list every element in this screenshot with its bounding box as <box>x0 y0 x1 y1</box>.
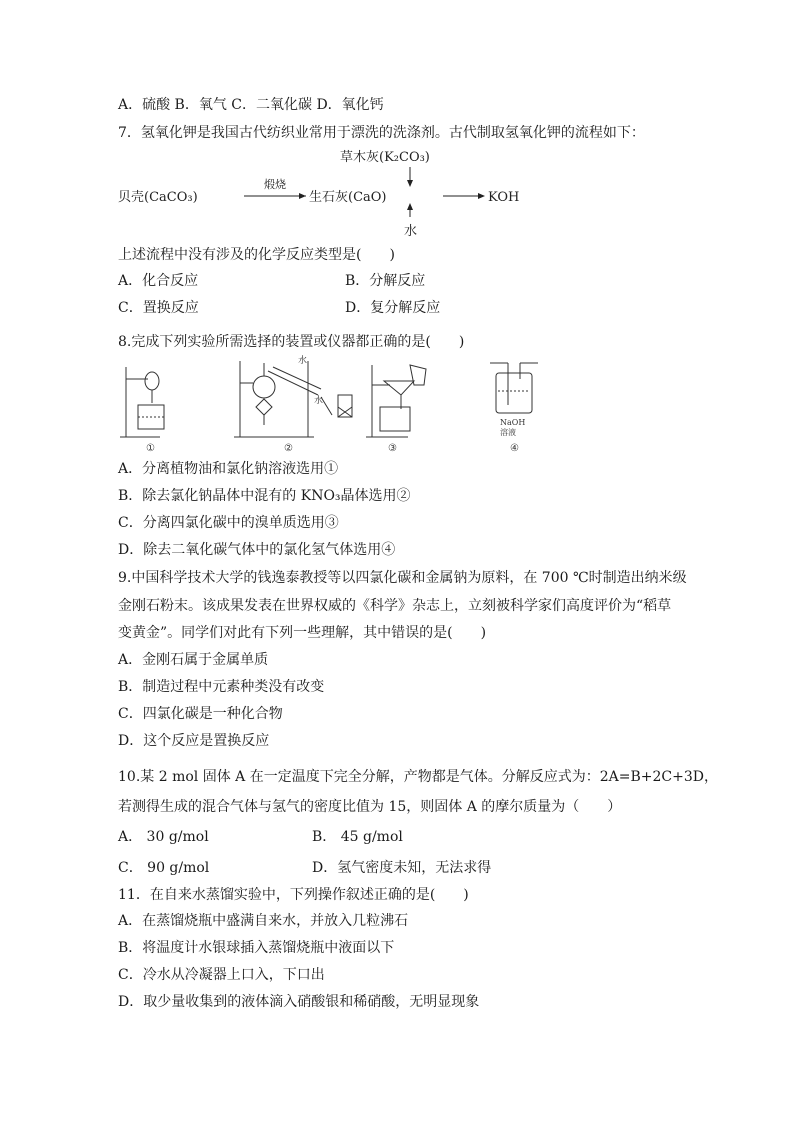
apparatus-2-label: ② <box>284 443 293 454</box>
flow-ash: 草木灰(K₂CO₃) <box>340 150 430 165</box>
koh-flow-diagram <box>118 145 558 240</box>
q11-stem: 11．在自来水蒸馏实验中，下列操作叙述正确的是( ) <box>118 887 469 903</box>
flow-arrow-ash-head <box>407 180 413 187</box>
q10-option-b: B． 45 g/mol <box>312 829 403 845</box>
q8-option-d: D．除去二氧化碳气体中的氯化氢气体选用④ <box>118 542 396 558</box>
q11-option-a: A．在蒸馏烧瓶中盛满自来水，并放入几粒沸石 <box>118 913 409 929</box>
q8-option-a: A．分离植物油和氯化钠溶液选用① <box>118 461 339 477</box>
apparatus-4-gas-washing-bottle <box>490 363 538 413</box>
flow-arrow-1-head <box>299 193 306 199</box>
q8-option-b: B．除去氯化钠晶体中混有的 KNO₃晶体选用② <box>118 488 411 504</box>
apparatus-3-label: ③ <box>388 443 397 454</box>
q10-line-1: 10.某 2 mol 固体 A 在一定温度下完全分解，产物都是气体。分解反应式为：2A=B+2C+3D， <box>118 769 718 785</box>
q9-line-3: 变黄金”。同学们对此有下列一些理解，其中错误的是( ) <box>118 625 487 641</box>
flow-arrow-water-head <box>407 203 413 210</box>
q10-option-a: A． 30 g/mol <box>118 829 209 845</box>
q11-option-b: B．将温度计水银球插入蒸馏烧瓶中液面以下 <box>118 940 395 956</box>
q9-option-a: A．金刚石属于金属单质 <box>118 652 269 668</box>
q7-option-c: C．置换反应 <box>118 300 199 316</box>
apparatus-1-label: ① <box>146 443 155 454</box>
q10-option-c: C． 90 g/mol <box>118 860 210 876</box>
q10-option-d: D．氢气密度未知，无法求得 <box>312 860 492 876</box>
q8-option-c: C．分离四氯化碳中的溴单质选用③ <box>118 515 339 531</box>
flow-water: 水 <box>404 224 418 239</box>
q6-options: A．硫酸 B．氧气 C．二氧化碳 D．氧化钙 <box>118 97 384 113</box>
q9-option-c: C．四氯化碳是一种化合物 <box>118 706 283 722</box>
q11-option-d: D．取少量收集到的液体滴入硝酸银和稀硝酸，无明显现象 <box>118 994 480 1010</box>
flow-arrow-2-head <box>478 193 485 199</box>
flow-lime: 生石灰(CaO) <box>309 190 387 205</box>
q7-option-d: D．复分解反应 <box>345 300 441 316</box>
apparatus-4-naoh: NaOH <box>500 418 526 427</box>
q7-option-b: B．分解反应 <box>345 273 426 289</box>
flow-shell: 贝壳(CaCO₃) <box>118 190 198 205</box>
apparatus-1-separatory-funnel <box>120 367 164 437</box>
flow-calcine: 煅烧 <box>264 178 286 191</box>
q8-stem: 8.完成下列实验所需选择的装置或仪器都正确的是( ) <box>118 334 465 350</box>
flow-product: KOH <box>488 190 520 205</box>
q9-option-d: D．这个反应是置换反应 <box>118 733 270 749</box>
q7-option-a: A．化合反应 <box>118 273 199 289</box>
apparatus-4-solution: 溶液 <box>500 428 516 437</box>
q7-stem: 7．氢氧化钾是我国古代纺织业常用于漂洗的洗涤剂。古代制取氢氧化钾的流程如下： <box>118 125 645 141</box>
apparatus-2-water-in: 水 <box>298 356 308 366</box>
apparatus-2-distillation <box>234 361 352 437</box>
apparatus-3-filtration <box>366 365 426 437</box>
apparatus-figure <box>118 355 538 455</box>
q11-option-c: C．冷水从冷凝器上口入，下口出 <box>118 967 325 983</box>
q9-line-1: 9.中国科学技术大学的钱逸泰教授等以四氯化碳和金属钠为原料，在 700 ℃时制造出纳米级 <box>118 570 687 586</box>
apparatus-4-label: ④ <box>510 443 519 454</box>
q9-line-2: 金刚石粉末。该成果发表在世界权威的《科学》杂志上，立刻被科学家们高度评价为“稻草 <box>118 598 672 614</box>
q10-line-2: 若测得生成的混合气体与氢气的密度比值为 15，则固体 A 的摩尔质量为（ ） <box>118 799 622 815</box>
q9-option-b: B．制造过程中元素种类没有改变 <box>118 679 325 695</box>
q7-question: 上述流程中没有涉及的化学反应类型是( ) <box>118 247 395 263</box>
apparatus-2-water-out: 水 <box>314 396 324 406</box>
